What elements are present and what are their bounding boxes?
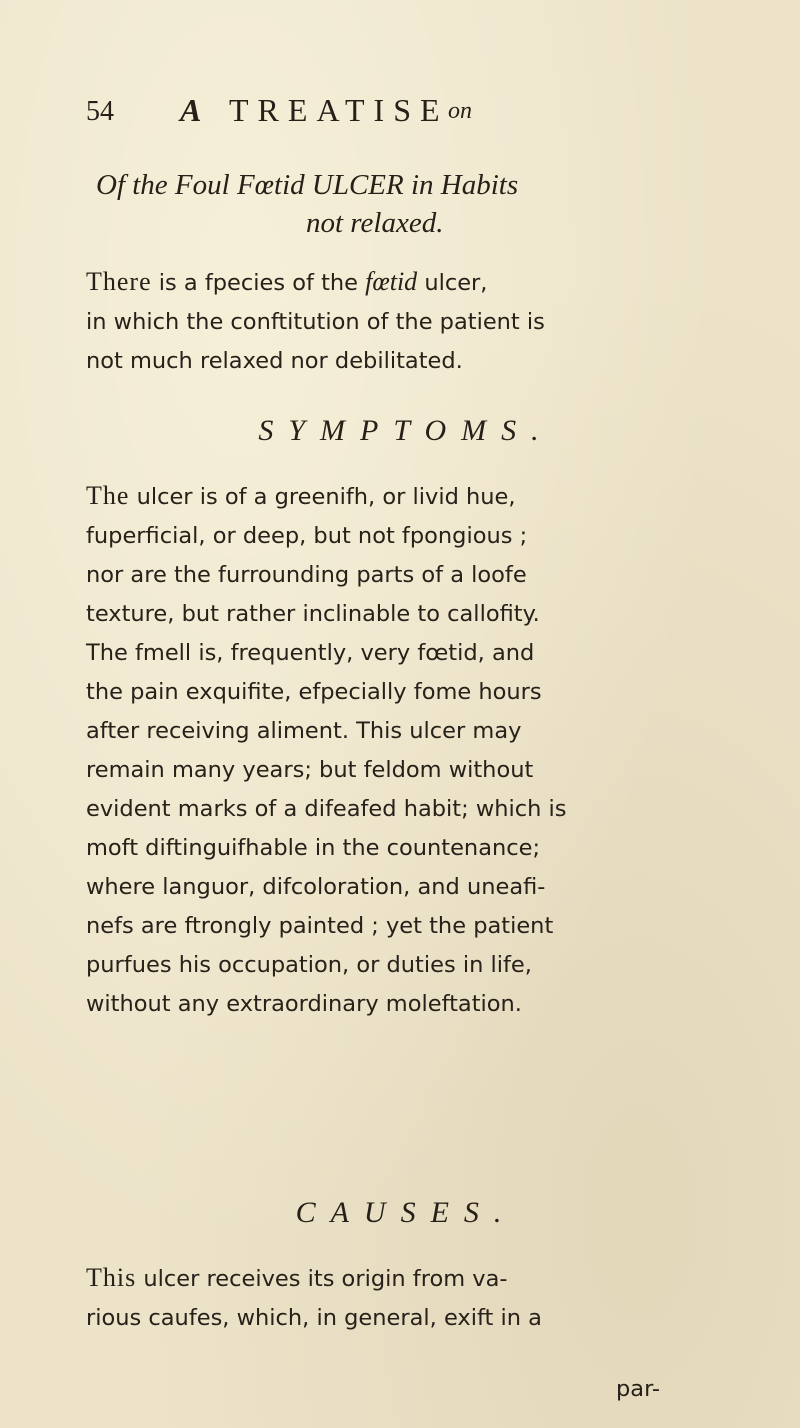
causes-paragraph bbox=[86, 1258, 714, 1338]
section-heading-line1: Of the Foul Fœtid ULCER in Habits bbox=[96, 169, 519, 201]
causes-heading: CAUSES. bbox=[295, 1196, 517, 1229]
symptoms-line: texture, but rather inclinable to callofity. bbox=[86, 601, 540, 627]
symptoms-line: purfues his occupation, or duties in life, bbox=[86, 952, 532, 978]
symptoms-line: nefs are ftrongly painted ; yet the patient bbox=[86, 913, 554, 939]
header-title: TREATISE bbox=[229, 92, 449, 128]
symptoms-heading: SYMPTOMS. bbox=[258, 414, 554, 447]
symptoms-line: The fmell is, frequently, very fœtid, and bbox=[86, 640, 535, 666]
symptoms-text: ulcer is of a greenifh, or livid hue, bbox=[136, 484, 516, 510]
header-article: A bbox=[180, 92, 202, 128]
page-number: 54 bbox=[86, 96, 114, 127]
intro-line: in which the conftitution of the patient is bbox=[86, 309, 545, 335]
causes-text: ulcer receives its origin from va- bbox=[143, 1266, 508, 1292]
intro-drop-word: There bbox=[86, 267, 152, 296]
symptoms-line: moft diftinguifhable in the countenance; bbox=[86, 835, 541, 861]
symptoms-paragraph bbox=[86, 476, 714, 1024]
symptoms-line bbox=[86, 476, 714, 517]
intro-text: ulcer, bbox=[424, 270, 488, 296]
symptoms-line: nor are the furrounding parts of a loofe bbox=[86, 562, 527, 588]
symptoms-line: where languor, difcoloration, and uneafi- bbox=[86, 874, 546, 900]
running-header bbox=[86, 92, 726, 136]
section-heading bbox=[96, 166, 716, 242]
catchword: par- bbox=[616, 1376, 661, 1402]
intro-paragraph bbox=[86, 262, 714, 381]
intro-line bbox=[86, 262, 714, 303]
causes-line: rious caufes, which, in general, exift in a bbox=[86, 1305, 542, 1331]
section-heading-line2: not relaxed. bbox=[306, 207, 444, 239]
intro-italic-word: fœtid bbox=[365, 267, 418, 296]
symptoms-line: after receiving aliment. This ulcer may bbox=[86, 718, 522, 744]
intro-text: is a fpecies of the bbox=[158, 270, 358, 296]
header-preposition: on bbox=[448, 98, 472, 124]
symptoms-drop-word: The bbox=[86, 481, 130, 510]
symptoms-line: the pain exquifite, efpecially fome hours bbox=[86, 679, 542, 705]
symptoms-line: evident marks of a difeafed habit; which is bbox=[86, 796, 567, 822]
causes-line bbox=[86, 1258, 714, 1299]
symptoms-line: fuperficial, or deep, but not fpongious ; bbox=[86, 523, 528, 549]
symptoms-line: remain many years; but feldom without bbox=[86, 757, 534, 783]
symptoms-line: without any extraordinary moleftation. bbox=[86, 991, 522, 1017]
intro-line: not much relaxed nor debilitated. bbox=[86, 348, 463, 374]
causes-drop-word: This bbox=[86, 1263, 137, 1292]
